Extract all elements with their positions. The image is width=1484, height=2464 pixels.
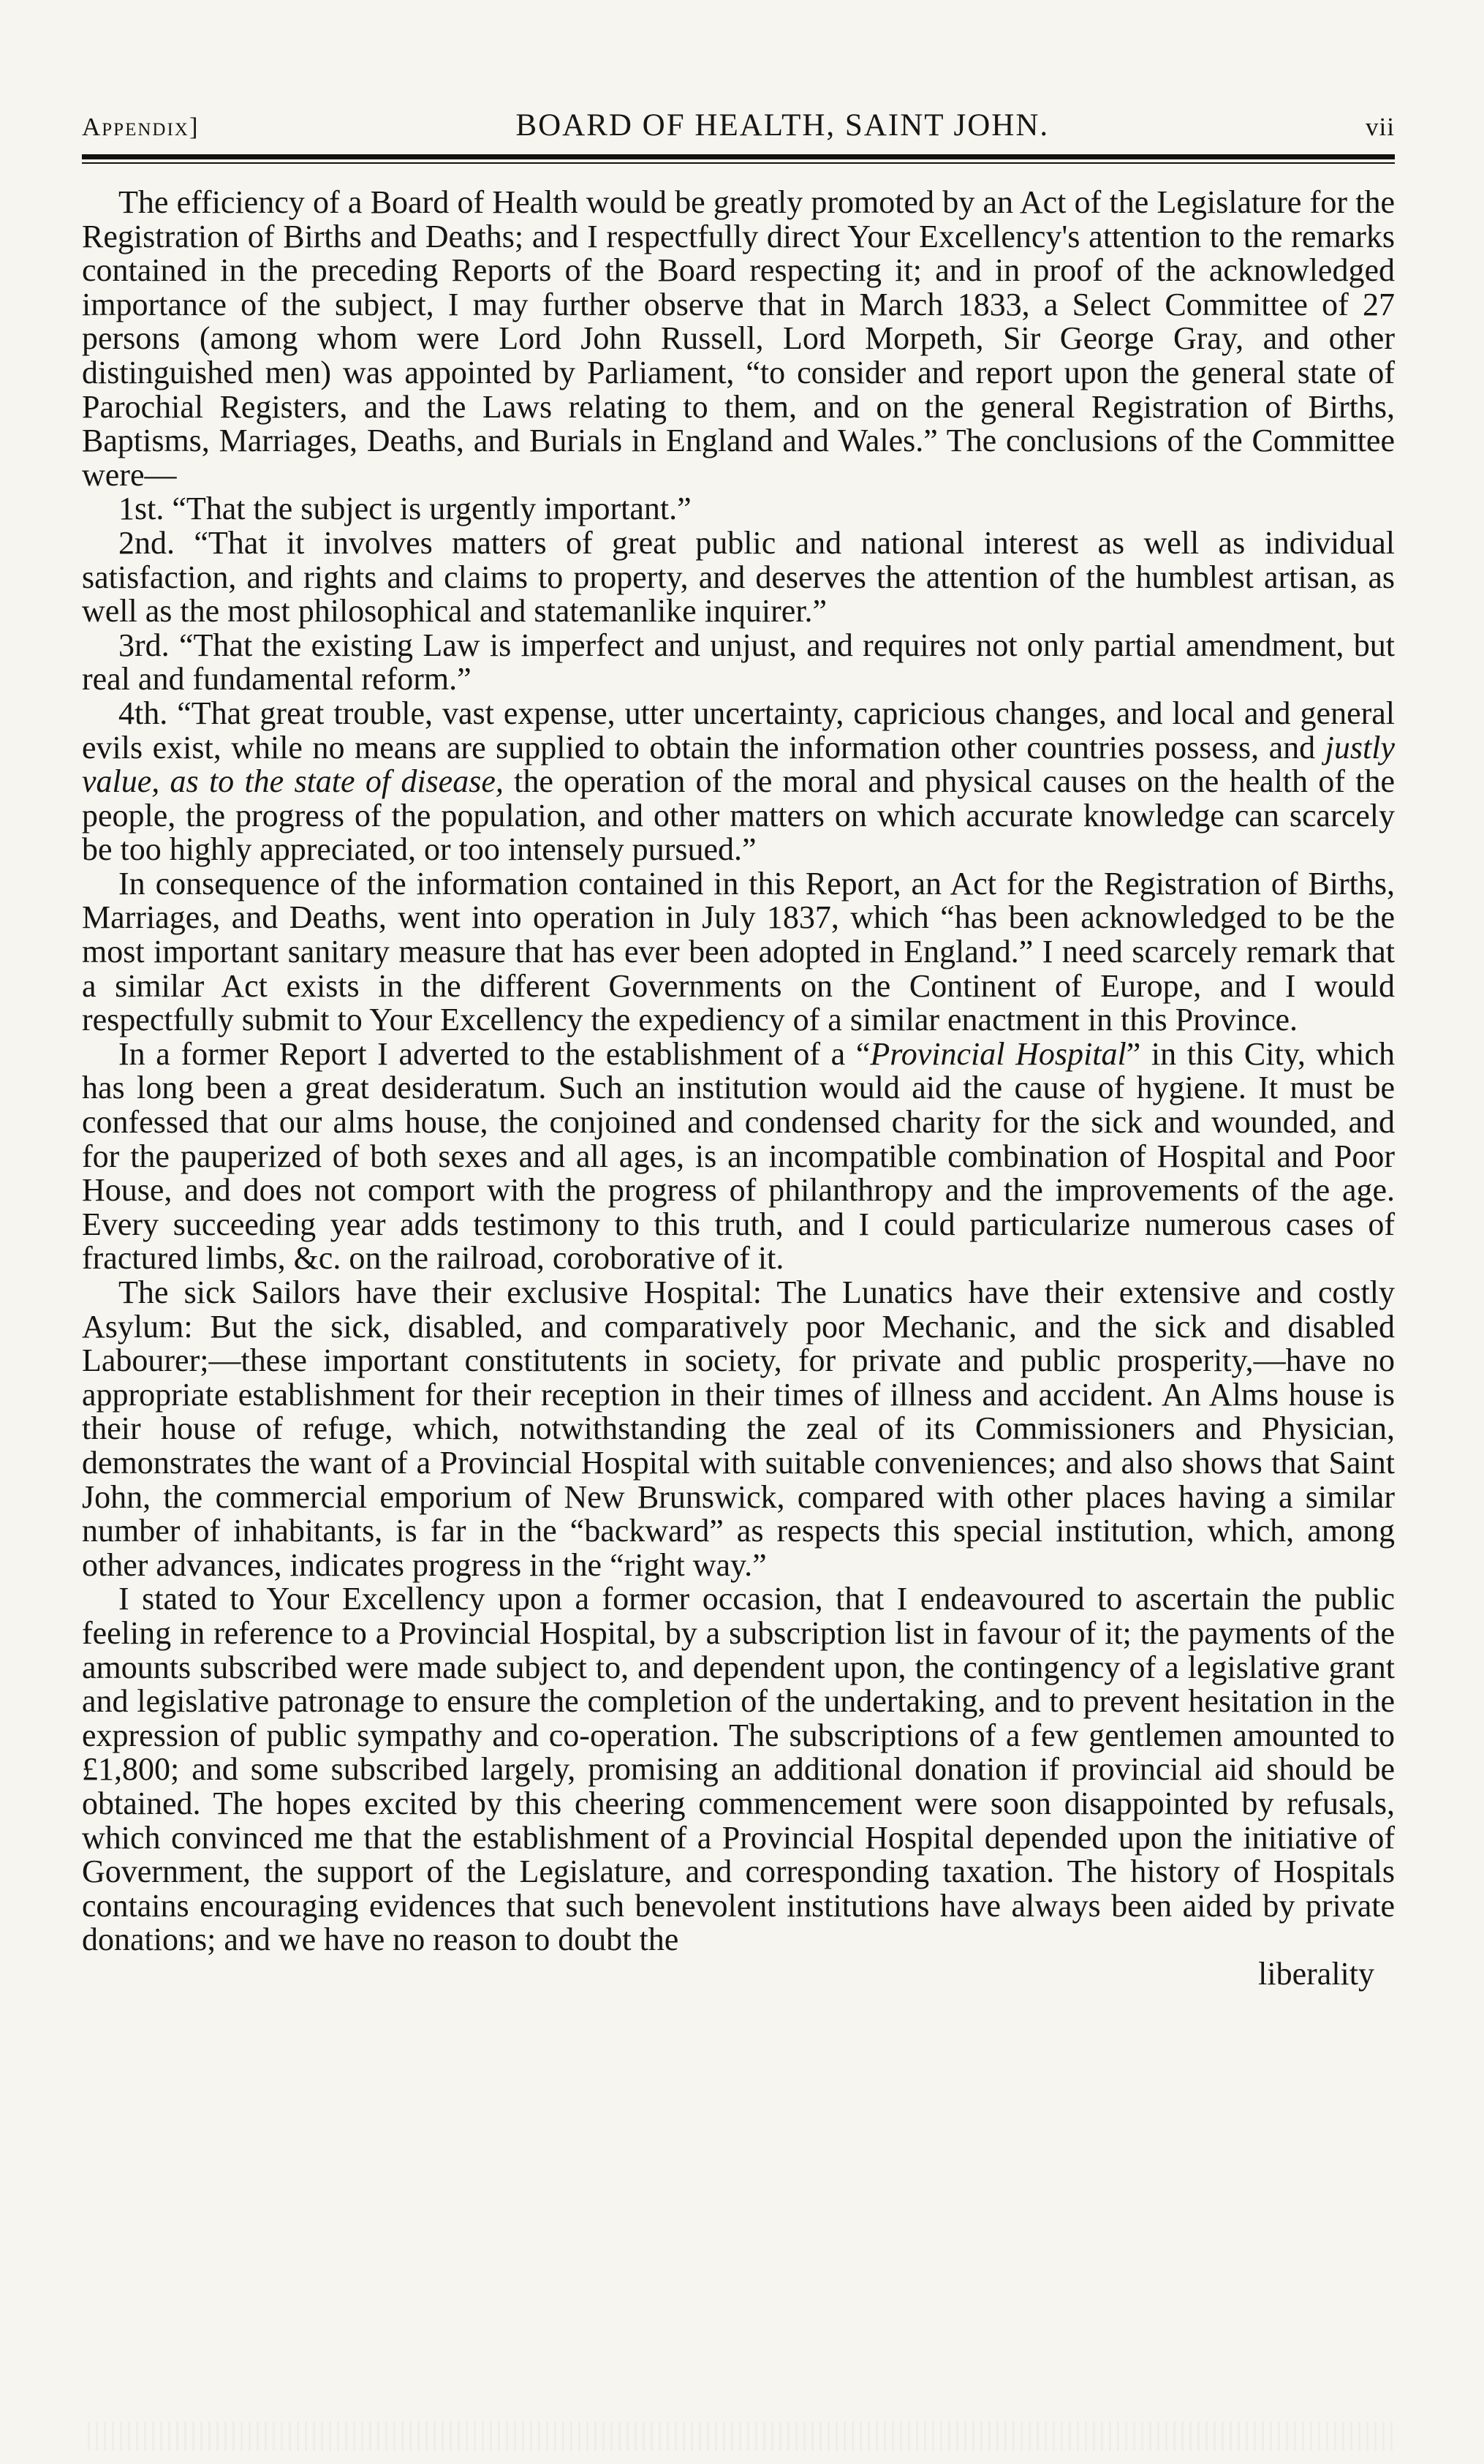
- paragraph-text: 4th. “That great trouble, vast expense, utter uncertainty, capricious changes, and local and general evils exist, while no means are supplied to obtain the information other countries possess, and: [82, 695, 1395, 766]
- paragraph-text: In a former Report I adverted to the establishment of a “: [118, 1035, 871, 1072]
- header-rule: [82, 154, 1395, 164]
- body-text: [82, 186, 1395, 1957]
- italic-phrase: justly value, as to the state of disease,: [82, 729, 1395, 800]
- book-page: [82, 110, 1395, 2413]
- paragraph: 2nd. “That it involves matters of great public and national interest as well as individual satisfaction, and rights and claims to property, and deserves the attention of the humblest artisan, as well as the most philosophical and statemanlike inquirer.”: [82, 524, 1395, 630]
- paragraph: [82, 1035, 1396, 1277]
- paragraph: I stated to Your Excellency upon a former occasion, that I endeavoured to ascertain the public feeling in reference to a Provincial Hospital, by a subscription list in favour of it; the payments of the amounts subscribed were made subject to, and dependent upon, the contingency of a legislative grant and legislative patronage to ensure the completion of the undertaking, and to prevent hesitation in the expression of public sympathy and co-operation. The subscriptions of a few gentlemen amounted to £1,800; and some subscribed largely, promising an additional donation if provincial aid should be obtained. The hopes excited by this cheering commencement were soon disappointed by refusals, which convinced me that the establishment of a Provincial Hospital depended upon the initiative of Government, the support of the Legislature, and corresponding taxation. The history of Hospitals contains encouraging evidences that such benevolent institutions have always been aided by private donations; and we have no reason to doubt the: [82, 1581, 1395, 1958]
- catchword: liberality: [1258, 1955, 1374, 1992]
- paragraph: 3rd. “That the existing Law is imperfect and unjust, and requires not only partial amendment, but real and fundamental reform.”: [82, 627, 1395, 698]
- page-number: vii: [1366, 113, 1395, 141]
- running-head: [82, 110, 1395, 141]
- page-title: BOARD OF HEALTH, SAINT JOHN.: [515, 108, 1050, 143]
- paragraph-text: ” in this City, which has long been a great desideratum. Such an institution would aid the cause of hygiene. It must be confessed that our alms house, the conjoined and condensed charity for the sick and wounded, and for the pauperized of both sexes and all ages, is an incompatible combination of Hospital and Poor House, and does not comport with the progress of philanthropy and the improvements of the age. Every succeeding year adds testimony to this truth, and I could particularize numerous cases of fractured limbs, &c. on the railroad, coroborative of it.: [82, 1035, 1396, 1277]
- paragraph: The sick Sailors have their exclusive Hospital: The Lunatics have their extensive and costly Asylum: But the sick, disabled, and comparatively poor Mechanic, and the sick and disabled Labourer;—these important constitutents in society, for private and public prosperity,—have no appropriate establishment for their reception in their times of illness and accident. An Alms house is their house of refuge, which, notwithstanding the zeal of its Commissioners and Physician, demonstrates the want of a Provincial Hospital with suitable conveniences; and also shows that Saint John, the commercial emporium of New Brunswick, compared with other places having a similar number of inhabitants, is far in the “backward” as respects this special institution, which, among other advances, indicates progress in the “right way.”: [82, 1274, 1395, 1583]
- paragraph: In consequence of the information contained in this Report, an Act for the Registration of Births, Marriages, and Deaths, went into operation in July 1837, which “has been acknowledged to be the most important sanitary measure that has ever been adopted in England.” I need scarcely remark that a similar Act exists in the different Governments on the Continent of Europe, and I would respectfully submit to Your Excellency the expediency of a similar enactment in this Province.: [82, 865, 1395, 1038]
- show-through-bleed: [88, 2422, 1396, 2451]
- paragraph: [82, 697, 1395, 867]
- section-label: Appendix]: [82, 113, 200, 141]
- paragraph-text: the operation of the moral and physical causes on the health of the people, the progress of the population, and other matters on which accurate knowledge can scarcely be too highly appreciated, or too intensely pursued.”: [82, 763, 1395, 868]
- italic-phrase: Provincial Hospital: [870, 1035, 1127, 1072]
- paragraph: 1st. “That the subject is urgently important.”: [118, 491, 692, 527]
- paragraph: The efficiency of a Board of Health would be greatly promoted by an Act of the Legislature for the Registration of Births and Deaths; and I respectfully direct Your Excellency's attention to the remarks contained in the preceding Reports of the Board respecting it; and in proof of the acknowledged importance of the subject, I may further observe that in March 1833, a Select Committee of 27 persons (among whom were Lord John Russell, Lord Morpeth, Sir George Gray, and other distinguished men) was appointed by Parliament, “to consider and report upon the general state of Parochial Registers, and the Laws relating to them, and on the general Registration of Births, Baptisms, Marriages, Deaths, and Burials in England and Wales.” The conclusions of the Committee were—: [82, 184, 1395, 493]
